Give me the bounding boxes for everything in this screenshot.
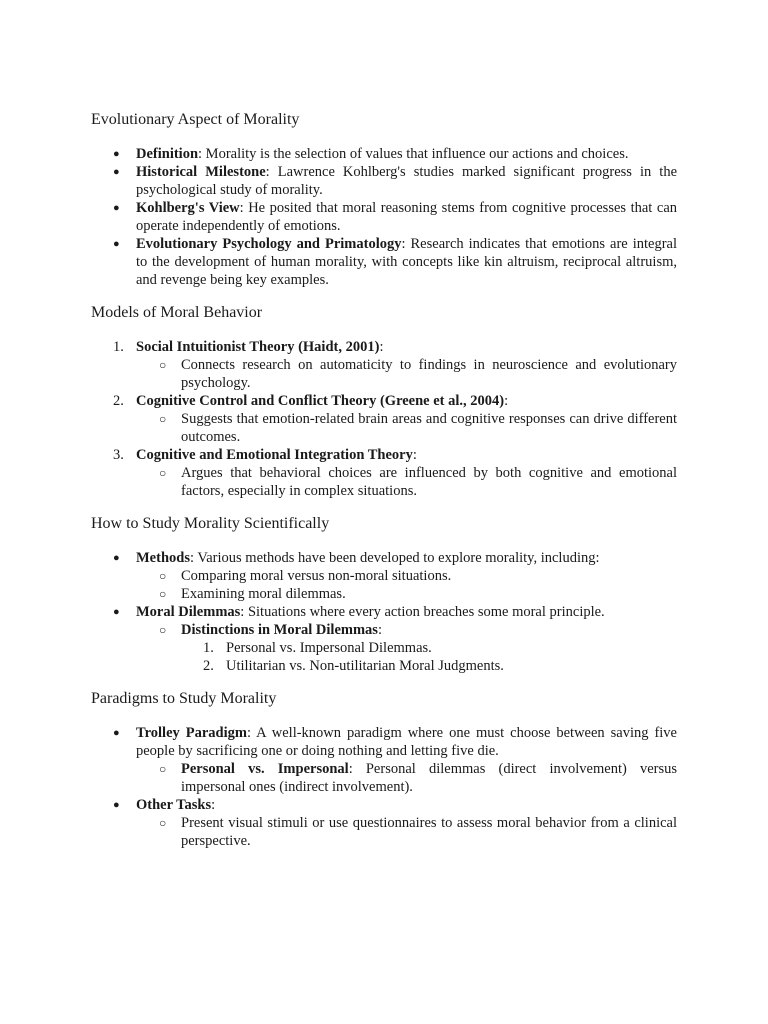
sub-item-text: :: [377, 622, 382, 638]
bullet-marker: ●: [113, 606, 120, 618]
bullet-marker: ●: [113, 238, 120, 250]
item-term: Trolley Paradigm: [136, 725, 247, 741]
circle-marker: ○: [159, 762, 167, 776]
sub-item-text: Suggests that emotion-related brain areas and cognitive responses can drive different outcomes.: [181, 411, 677, 445]
circle-marker: ○: [159, 412, 167, 426]
circle-marker: ○: [159, 587, 167, 601]
list-item: [91, 163, 677, 199]
circle-marker: ○: [159, 569, 167, 583]
bullet-marker: ●: [113, 148, 120, 160]
list-item: [91, 392, 677, 410]
sub-item-term: Distinctions in Moral Dilemmas: [181, 622, 378, 638]
circle-marker: ○: [159, 816, 167, 830]
item-text: : Situations where every action breaches some moral principle.: [240, 604, 605, 620]
numbered-list: [91, 338, 677, 500]
item-number: 1.: [113, 339, 124, 355]
bullet-marker: ●: [113, 552, 120, 564]
sub-list-item: [91, 814, 677, 850]
section-heading-study: How to Study Morality Scientifically: [91, 515, 330, 532]
sub-list-item: [91, 621, 677, 639]
sub-item-text: Examining moral dilemmas.: [181, 586, 346, 602]
bullet-marker: ●: [113, 727, 120, 739]
item-text: :: [211, 797, 216, 813]
document-body: [91, 110, 677, 850]
nested-list-item: [91, 657, 677, 675]
list-item: [91, 235, 677, 289]
sub-list-item: [91, 464, 677, 500]
item-term: Historical Milestone: [136, 164, 266, 180]
sub-item-text: Connects research on automaticity to findings in neuroscience and evolutionary psychology.: [181, 357, 677, 391]
sub-list-item: [91, 585, 677, 603]
section-heading-paradigms: Paradigms to Study Morality: [91, 690, 277, 707]
list-item: [91, 338, 677, 356]
bullet-marker: ●: [113, 166, 120, 178]
list-item: [91, 446, 677, 464]
item-text: : A well-known paradigm where one must choose between saving five people by sacrificing one or doing nothing and letting five die.: [136, 725, 677, 759]
nested-item-text: Personal vs. Impersonal Dilemmas.: [226, 640, 432, 656]
item-term: Methods: [136, 550, 190, 566]
item-text: : Lawrence Kohlberg's studies marked significant progress in the psychological study of morality.: [136, 164, 677, 198]
nested-item-text: Utilitarian vs. Non-utilitarian Moral Judgments.: [226, 658, 504, 674]
bullet-marker: ●: [113, 202, 120, 214]
item-number: 2.: [203, 658, 214, 674]
item-term: Social Intuitionist Theory (Haidt, 2001): [136, 339, 380, 355]
bullet-list: [91, 549, 677, 675]
list-item: [91, 549, 677, 567]
item-text: : Research indicates that emotions are integral to the development of human morality, with concepts like kin altruism, reciprocal altruism, and revenge being key examples.: [136, 236, 677, 288]
item-term: Cognitive and Emotional Integration Theory: [136, 447, 413, 463]
item-term: Definition: [136, 146, 199, 162]
sub-item-text: Argues that behavioral choices are influenced by both cognitive and emotional factors, especially in complex situations.: [181, 465, 677, 499]
circle-marker: ○: [159, 358, 167, 372]
sub-list-item: [91, 567, 677, 585]
list-item: [91, 603, 677, 621]
bullet-list: [91, 724, 677, 850]
item-text: :: [504, 393, 509, 409]
bullet-list: [91, 145, 677, 289]
item-text: :: [379, 339, 384, 355]
item-text: : He posited that moral reasoning stems from cognitive processes that can operate independently of emotions.: [136, 200, 678, 234]
sub-list-item: [91, 410, 677, 446]
item-term: Kohlberg's View: [136, 200, 240, 216]
item-number: 2.: [113, 393, 124, 409]
sub-list-item: [91, 760, 677, 796]
sub-list-item: [91, 356, 677, 392]
list-item: [91, 796, 677, 814]
list-item: [91, 145, 677, 163]
item-number: 1.: [203, 640, 214, 656]
item-term: Evolutionary Psychology and Primatology: [136, 236, 402, 252]
sub-item-text: Present visual stimuli or use questionnaires to assess moral behavior from a clinical perspective.: [181, 815, 677, 849]
item-text: : Morality is the selection of values that influence our actions and choices.: [198, 146, 629, 162]
circle-marker: ○: [159, 623, 167, 637]
bullet-marker: ●: [113, 799, 120, 811]
list-item: [91, 724, 677, 760]
circle-marker: ○: [159, 466, 167, 480]
item-number: 3.: [113, 447, 124, 463]
item-term: Other Tasks: [136, 797, 212, 813]
sub-item-term: Personal vs. Impersonal: [181, 761, 349, 777]
item-term: Moral Dilemmas: [136, 604, 241, 620]
item-text: :: [412, 447, 417, 463]
section-heading-models: Models of Moral Behavior: [91, 304, 263, 321]
section-heading-evolutionary: Evolutionary Aspect of Morality: [91, 111, 300, 128]
nested-list-item: [91, 639, 677, 657]
item-term: Cognitive Control and Conflict Theory (Greene et al., 2004): [136, 393, 505, 409]
item-text: : Various methods have been developed to explore morality, including:: [189, 550, 600, 566]
sub-item-text: : Personal dilemmas (direct involvement) versus impersonal ones (indirect involvement).: [181, 761, 678, 795]
sub-item-text: Comparing moral versus non-moral situations.: [181, 568, 452, 584]
list-item: [91, 199, 677, 235]
